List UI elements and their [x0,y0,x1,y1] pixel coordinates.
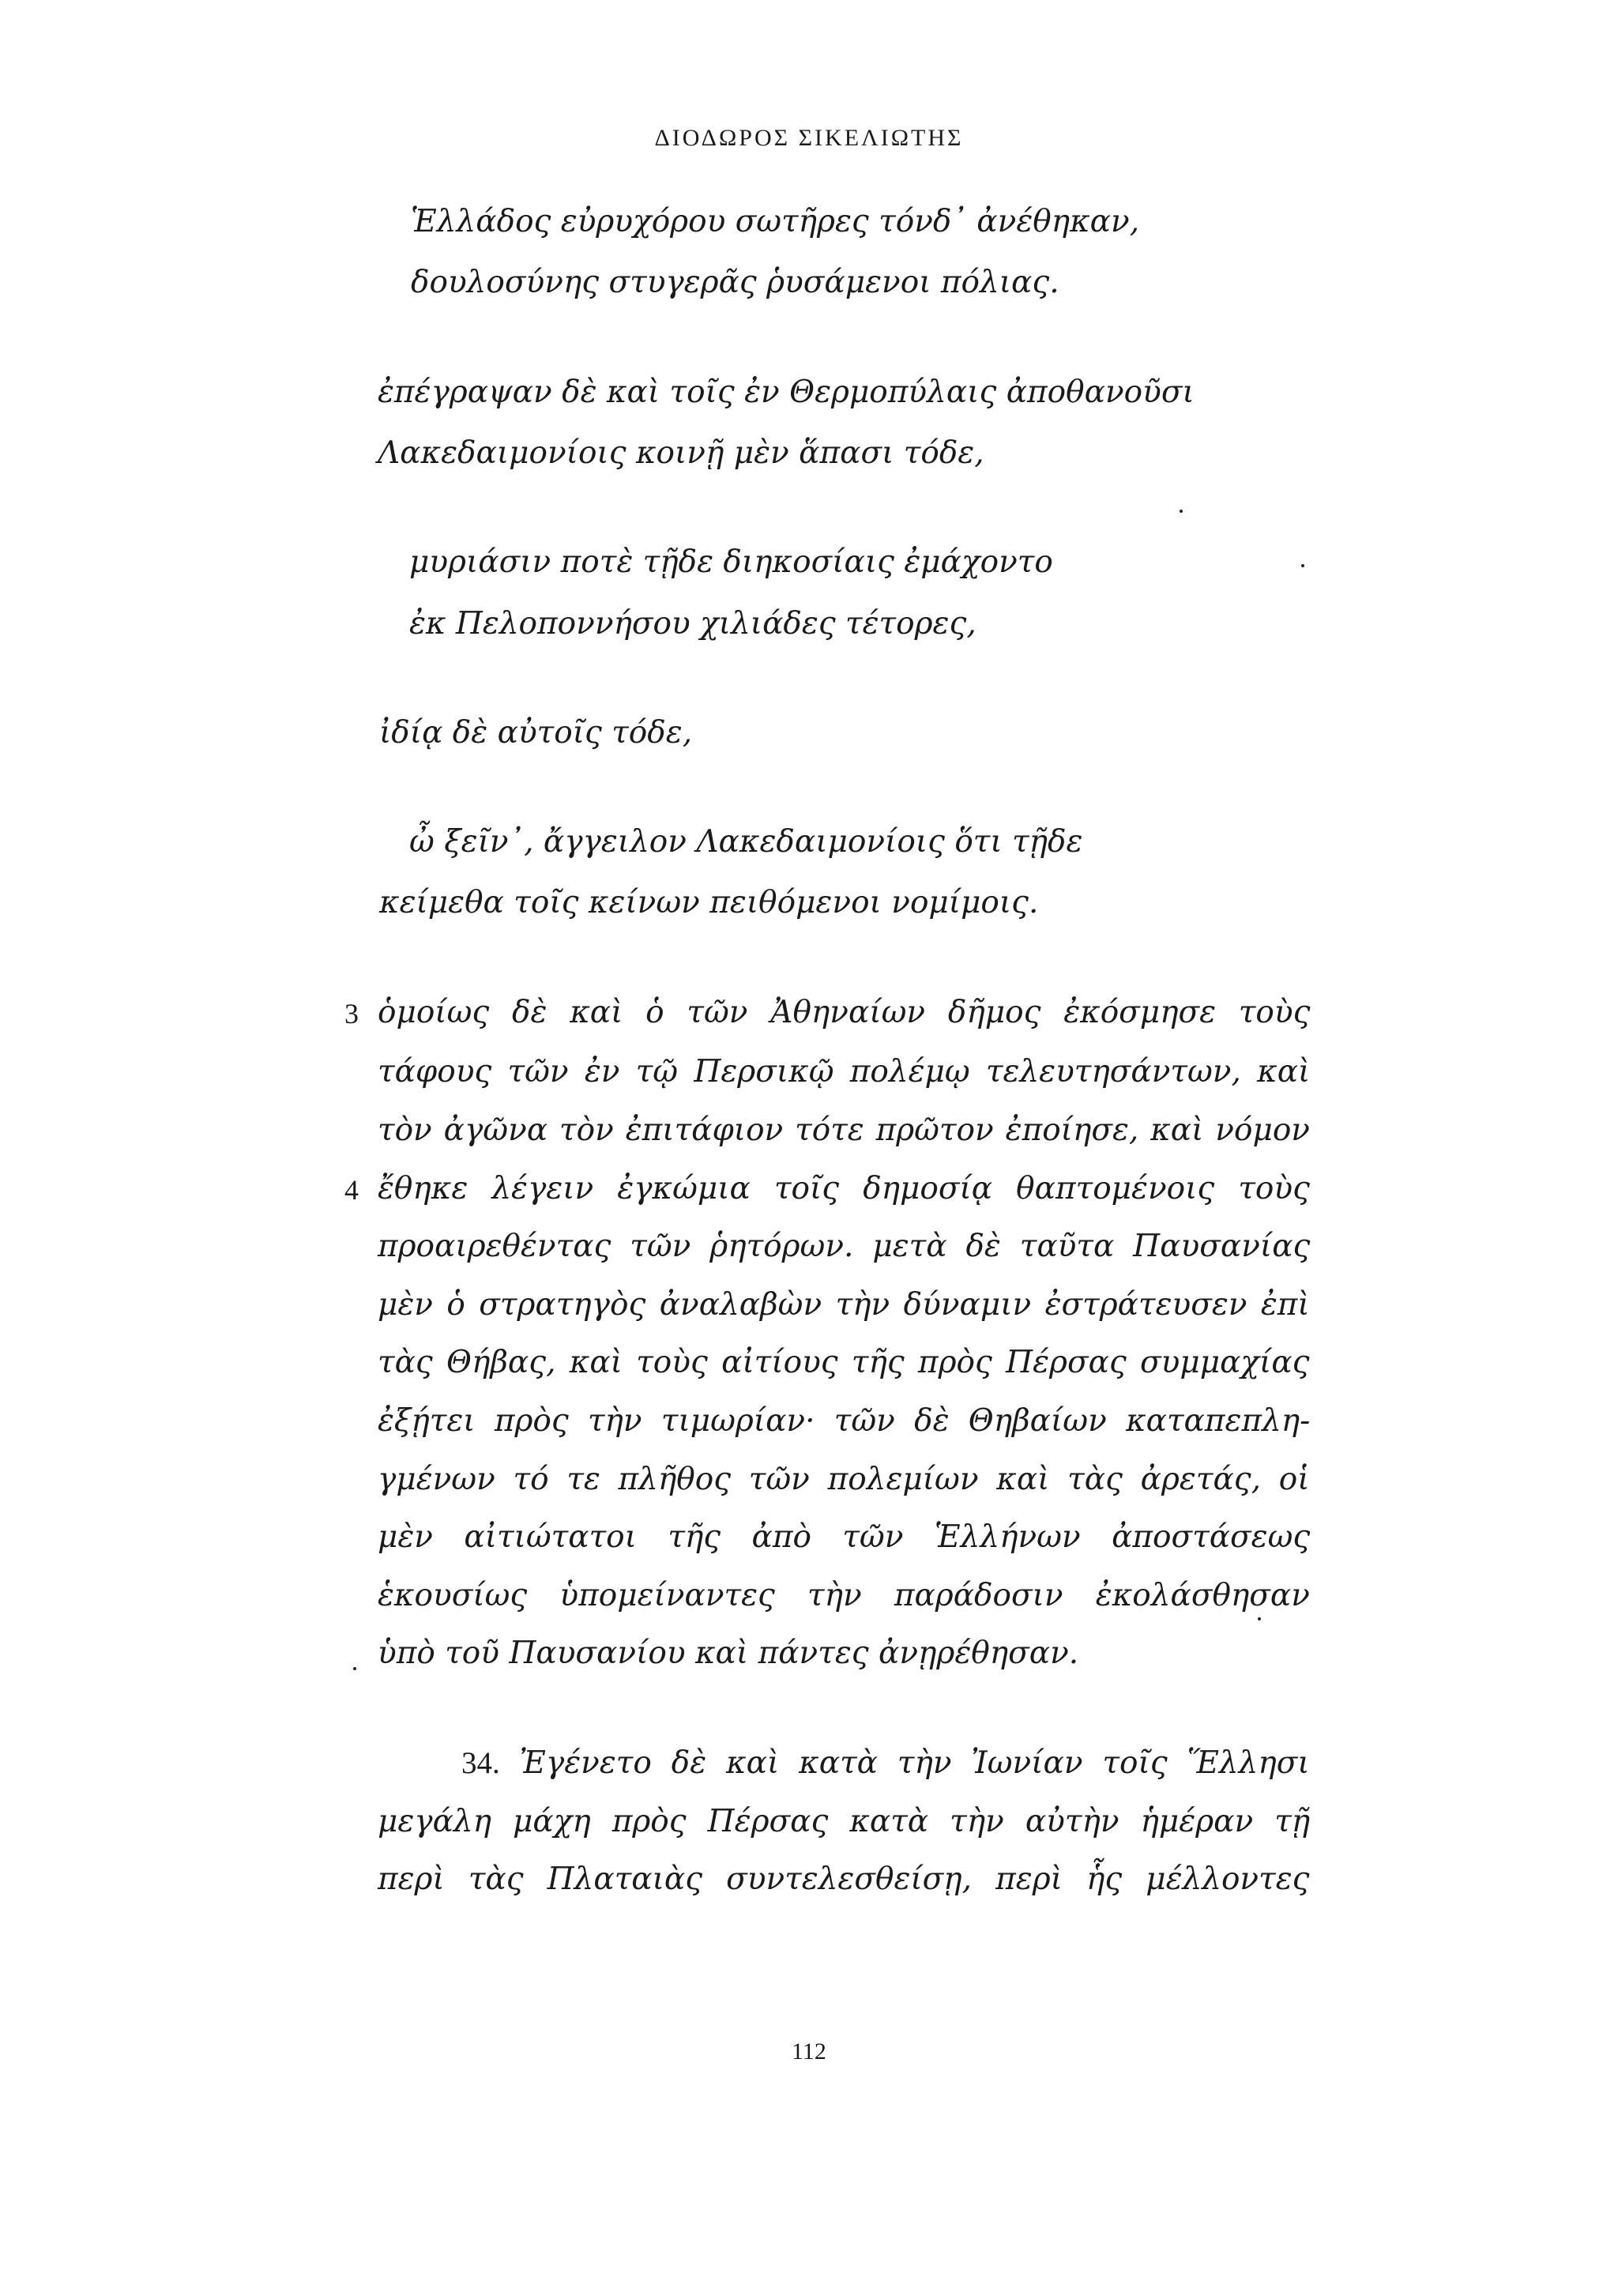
section-line: Ἐγένετο δὲ καὶ κατὰ τὴν Ἰωνίαν τοῖς Ἕλλησι [519,1745,1310,1781]
prose-line: ἐπέγραψαν δὲ καὶ τοῖς ἐν Θερμοπύλαις ἀποθανοῦσι [378,375,1195,410]
scan-speck [1301,564,1304,567]
paragraph-line: τὰς Θήβας, καὶ τοὺς αἰτίους τῆς πρὸς Πέρσας συμμαχίας [378,1345,1310,1380]
epigram-line: Ἑλλάδος εὐρυχόρου σωτῆρες τόνδ᾽ ἀνέθηκαν, [411,204,1140,239]
paragraph-line: γμένων τό τε πλῆθος τῶν πολεμίων καὶ τὰς ἀρετάς, οἱ [378,1462,1310,1497]
prose-line: ἰδίᾳ δὲ αὐτοῖς τόδε, [379,715,693,751]
paragraph-line: ὑπὸ τοῦ Παυσανίου καὶ πάντες ἀνῃρέθησαν. [378,1635,1079,1671]
paragraph-line: μὲν αἰτιώτατοι τῆς ἀπὸ τῶν Ἑλλήνων ἀποστάσεως [378,1519,1311,1555]
scan-speck [1180,510,1183,513]
paragraph-line: ἑκουσίως ὑπομείναντες τὴν παράδοσιν ἐκολάσθησαν [378,1578,1310,1613]
epigram-line: μυριάσιν ποτὲ τῇδε διηκοσίαις ἐμάχοντο [409,544,1053,580]
paragraph-line: τάφους τῶν ἐν τῷ Περσικῷ πολέμῳ τελευτησάντων, καὶ [378,1054,1311,1090]
margin-number: 3 [344,998,359,1029]
paragraph-line: ἔθηκε λέγειν ἐγκώμια τοῖς δημοσίᾳ θαπτομένοις τοὺς [378,1171,1310,1206]
epigram-line: κείμεθα τοῖς κείνων πειθόμενοι νομίμοις. [379,885,1039,920]
scan-speck [353,1667,356,1670]
paragraph-line: προαιρεθέντας τῶν ῥητόρων. μετὰ δὲ ταῦτα Παυσανίας [378,1229,1311,1264]
paragraph-line: ἐξῄτει πρὸς τὴν τιμωρίαν· τῶν δὲ Θηβαίων καταπεπλη- [378,1403,1311,1439]
section-number: 34. [461,1746,500,1780]
epigram-line: δουλοσύνης στυγερᾶς ῥυσάμενοι πόλιας. [411,265,1059,300]
section-first-line [461,1745,1310,1782]
section-line: μεγάλη μάχη πρὸς Πέρσας κατὰ τὴν αὐτὴν ἡμέραν τῇ [378,1804,1311,1839]
scan-speck [1258,1617,1261,1620]
epigram-line: ἐκ Πελοποννήσου χιλιάδες τέτορες, [409,606,976,642]
prose-line: Λακεδαιμονίοις κοινῇ μὲν ἅπασι τόδε, [378,435,984,471]
paragraph-line: τὸν ἀγῶνα τὸν ἐπιτάφιον τότε πρῶτον ἐποίησε, καὶ νόμον [378,1112,1311,1148]
running-header: ΔΙΟΔΩΡΟΣ ΣΙΚΕΛΙΩΤΗΣ [654,125,964,151]
page-number: 112 [792,2038,826,2065]
paragraph-line: μὲν ὁ στρατηγὸς ἀναλαβὼν τὴν δύναμιν ἐστράτευσεν ἐπὶ [378,1287,1310,1323]
margin-number: 4 [344,1174,359,1206]
epigram-line: ὦ ξεῖν᾽, ἄγγειλον Λακεδαιμονίοις ὅτι τῇδε [409,824,1083,860]
section-line: περὶ τὰς Πλαταιὰς συντελεσθείσῃ, περὶ ἧς μέλλοντες [378,1861,1310,1897]
paragraph-line: ὁμοίως δὲ καὶ ὁ τῶν Ἀθηναίων δῆμος ἐκόσμησε τοὺς [378,995,1311,1030]
